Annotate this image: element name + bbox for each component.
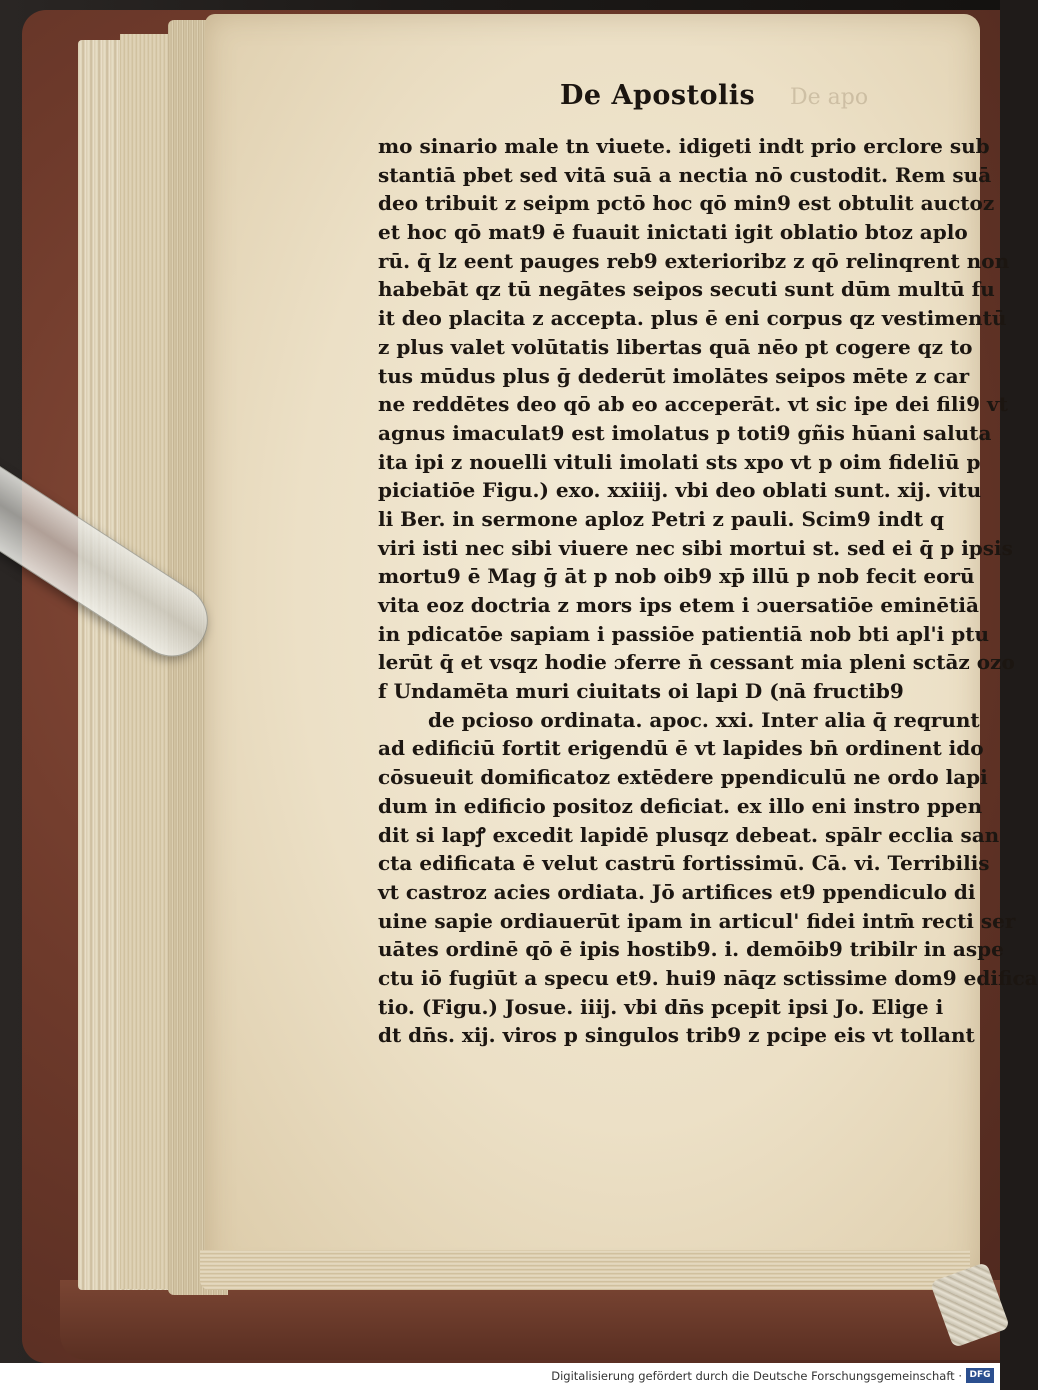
text-line: z plus valet volūtatis libertas quā nēo pt cogere qz to (378, 334, 973, 359)
footer-bar (0, 1363, 1000, 1390)
text-line: dum in edificio positoz deficiat. ex illo eni instro ppen (378, 793, 983, 818)
text-line: dit si lapꝭ excedit lapidē plusqz debeat. spālr ecclia san (378, 822, 1000, 847)
dfg-logo: DFG (966, 1368, 994, 1383)
text-line: vt castroz acies ordiata. Jō artifices et9 ppendiculo di (378, 879, 976, 904)
text-line: cta edificata ē velut castrū fortissimū. Cā. vi. Terribilis (378, 851, 990, 876)
page-bottom-edges (200, 1250, 970, 1290)
text-line: ctu iō fugiūt a specu et9. hui9 nāqz sctissime dom9 edifica (378, 965, 1038, 990)
text-line: tio. (Figu.) Josue. iiij. vbi dn̄s pcepit ipsi Jo. Elige i (378, 994, 944, 1019)
text-line: in pdicatōe sapiam i passiōe patientiā nob bti apl'i ptu (378, 621, 990, 646)
bleed-through-text: De apo (790, 85, 869, 110)
text-line: cōsueuit domificatoz extēdere ppendiculū ne ordo lapi (378, 765, 988, 790)
text-line: ita ipi z nouelli vituli imolati sts xpo vt p oim fideliū p (378, 449, 981, 474)
text-line: deo tribuit z seipm pctō hoc qō min9 est obtulit auctoz (378, 191, 995, 216)
text-line: stantiā pbet sed vitā suā a nectia nō custodit. Rem suā (378, 162, 992, 187)
running-head: De Apostolis (560, 80, 756, 111)
text-line: dt dn̄s. xij. viros p singulos trib9 z pcipe eis vt tollant (378, 1023, 975, 1048)
text-line: de pcioso ordinata. apoc. xxi. Inter alia q̄ reqrunt (428, 707, 980, 732)
text-line: et hoc qō mat9 ē fuauit inictati igit oblatio btoz aplo (378, 220, 968, 245)
text-line: ne reddētes deo qō ab eo acceperāt. vt sic ipe dei fili9 vt (378, 392, 1008, 417)
text-line: f Undamēta muri ciuitats oi lapi D (nā fructib9 (378, 679, 904, 704)
text-line: piciatiōe Figu.) exo. xxiiij. vbi deo oblati sunt. xij. vitu (378, 478, 982, 503)
text-line: viri isti nec sibi viuere nec sibi mortui st. sed ei q̄ p ipsis (378, 535, 1013, 560)
text-line: tus mūdus plus ḡ dederūt imolātes seipos mēte z car (378, 363, 970, 388)
text-block (378, 132, 1038, 1050)
text-line: mortu9 ē Mag ḡ āt p nob oib9 xp̄ illū p nob fecit eorū (378, 564, 975, 589)
text-line: li Ber. in sermone aploz Petri z pauli. Scim9 indt q (378, 506, 945, 531)
text-line: rū. q̄ lz eent pauges reb9 exterioribz z qō relinqrent non (378, 248, 1010, 273)
text-line: ad edificiū fortit erigendū ē vt lapides bn̄ ordinent ido (378, 736, 984, 761)
text-line: uine sapie ordiauerūt ipam in articul' fidei intm̄ recti ser (378, 908, 1016, 933)
text-line: uātes ordinē qō ē ipis hostib9. i. demōib9 tribilr in aspe (378, 937, 1004, 962)
text-line: agnus imaculat9 est imolatus p toti9 gñis hūani saluta (378, 420, 992, 445)
text-line: lerūt q̄ et vsqz hodie ɔferre n̄ cessant mia pleni sctāz ozo (378, 650, 1015, 675)
text-line: habebāt qz tū negātes seipos secuti sunt dūm multū fu (378, 277, 995, 302)
text-line: it deo placita z accepta. plus ē eni corpus qz vestimentū (378, 306, 1007, 331)
text-line: mo sinario male tn viuete. idigeti indt prio erclore sub (378, 134, 990, 158)
text-line: vita eoz doctria z mors ips etem i ɔuersatiōe eminētiā (378, 593, 979, 617)
footer-credit: Digitalisierung gefördert durch die Deutsche Forschungsgemeinschaft · (551, 1369, 962, 1383)
